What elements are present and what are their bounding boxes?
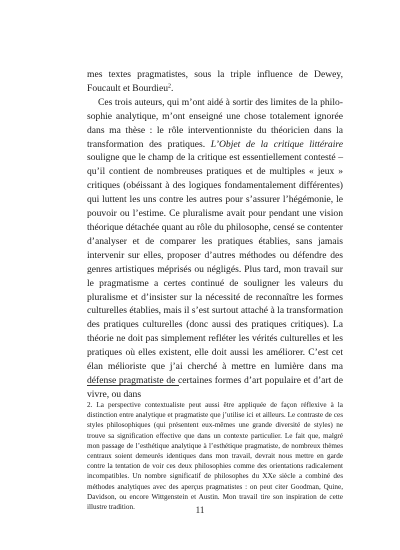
footnote-reference: 2 <box>168 83 171 90</box>
page-number: 11 <box>195 505 205 515</box>
paragraph-1-text: mes textes pragmatistes, sous la triple influence de Dewey, Foucault et Bourdieu <box>87 69 343 94</box>
paragraph-2 <box>87 96 343 402</box>
paragraph-2-part-1: Ces trois auteurs, qui m’ont aidé à sortir des limites de la philosophie analytique, m’ont enseigné une chose totalement ignorée dans ma thèse : le rôle interventionniste du théoricien dans la transformation des pratiques. <box>87 96 343 150</box>
paragraph-1-end: . <box>171 82 174 94</box>
paragraph-2-part-2: souligne que le champ de la critique est essentiellement contesté – qu’il contient de nombreuses pratiques et de multiples « jeux » critiques (obéissant à des logiques fondamentalement différentes) qui luttent les uns contre les autres pour s’assurer l’hégémonie, le pouvoir ou l’estime. Ce pluralisme avait pour pendant une vision théorique détachée quant au rôle du philosophe, censé se contenter d’analyser et de comparer les pratiques établies, sans jamais intervenir sur elles, proposer d’autres méthodes ou défendre des genres artistiques méprisés ou négligés. Plus tard, mon travail sur le pragmatisme a certes continué de souligner les valeurs du pluralisme et d’insister sur la nécessité de reconnaître les formes culturelles établies, mais il s’est surtout attaché à la transformation des pratiques culturelles (donc aussi des pratiques critiques). La théorie ne doit pas simplement refléter les vérités culturelles et les pratiques où elles existent, elle doit aussi les améliorer. C’est cet élan mélioriste que j’ai cherché à mettre en lumière dans ma défense pragmatiste de certaines formes d’art populaire et d’art de vivre, ou dans <box>87 152 343 400</box>
footnote-separator <box>87 385 179 386</box>
paragraph-1 <box>87 68 343 96</box>
book-title: L’Objet de la critique littéraire <box>210 138 343 150</box>
footnote: 2. La perspective contextualiste peut aussi être appliquée de façon réflexive à la distinction entre analytique et pragmatiste que j’utilise ici et ailleurs. Le contraste de ces styles philosophiques (qui présentent eux-mêmes une grande diversité de styles) ne trouve sa signification effective que dans un contexte particulier. Le fait que, malgré mon passage de l’esthétique analytique à l’esthétique pragmatiste, de nombreux thèmes centraux soient demeurés identiques dans mon travail, devrait nous mettre en garde contre la tentation de voir ces deux philosophies comme des orientations radicalement incompatibles. Un nombre significatif de philosophes du XXe siècle a combiné des méthodes analytiques avec des aperçus pragmatistes : on peut citer Goodman, Quine, Davidson, ou encore Wittgenstein et Austin. Mon travail tire son inspiration de cette illustre tradition. <box>87 401 343 512</box>
body-text <box>87 68 343 402</box>
